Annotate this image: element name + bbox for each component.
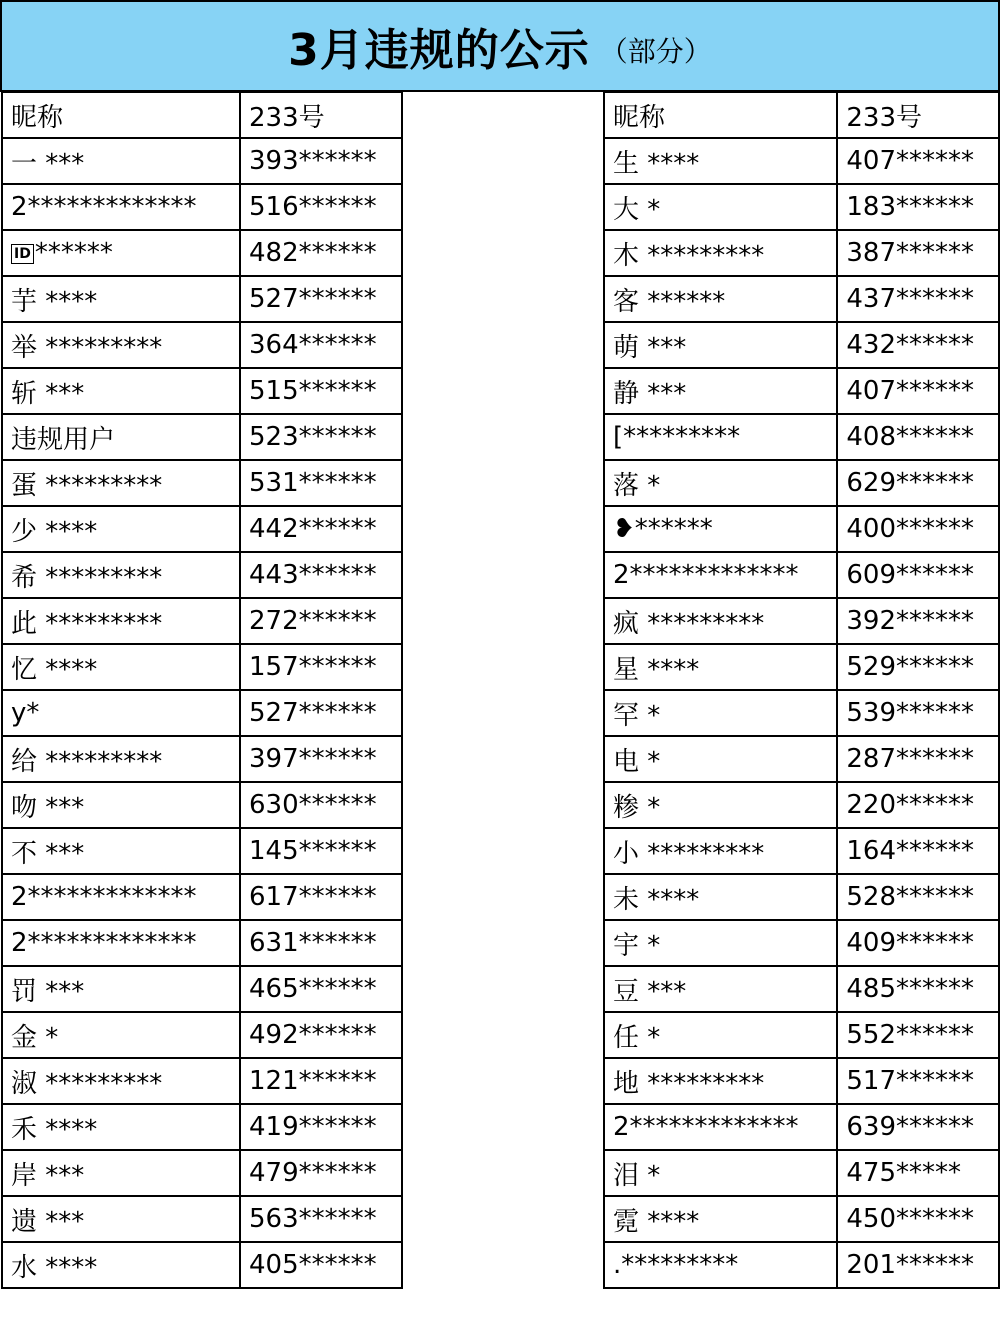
table-row	[2, 1104, 402, 1150]
table-row	[604, 644, 999, 690]
table-row	[2, 1242, 402, 1288]
user-id-cell: 145******	[240, 828, 402, 874]
nickname-cell: 客 ******	[604, 276, 837, 322]
table-row	[604, 874, 999, 920]
user-id-cell: 287******	[837, 736, 999, 782]
user-id-cell: 220******	[837, 782, 999, 828]
user-id-cell: 442******	[240, 506, 402, 552]
user-id-cell: 121******	[240, 1058, 402, 1104]
nickname-cell: 静 ***	[604, 368, 837, 414]
table-row	[2, 1012, 402, 1058]
user-id-cell: 419******	[240, 1104, 402, 1150]
table-row	[604, 1058, 999, 1104]
id-column-header: 233号	[837, 92, 999, 138]
user-id-cell: 515******	[240, 368, 402, 414]
table-row	[604, 230, 999, 276]
user-id-cell: 527******	[240, 690, 402, 736]
nickname-cell: y*	[2, 690, 240, 736]
user-id-cell: 475*****	[837, 1150, 999, 1196]
table-row	[604, 322, 999, 368]
nickname-cell: 吻 ***	[2, 782, 240, 828]
user-id-cell: 397******	[240, 736, 402, 782]
user-id-cell: 517******	[837, 1058, 999, 1104]
nickname-cell: 泪 *	[604, 1150, 837, 1196]
nickname-cell: 豆 ***	[604, 966, 837, 1012]
user-id-cell: 479******	[240, 1150, 402, 1196]
user-id-cell: 432******	[837, 322, 999, 368]
table-row	[604, 1104, 999, 1150]
table-row	[604, 184, 999, 230]
nickname-cell: 金 *	[2, 1012, 240, 1058]
right-violation-table	[603, 91, 1000, 1289]
nickname-cell: 斩 ***	[2, 368, 240, 414]
table-row	[2, 276, 402, 322]
left-table-body	[2, 92, 402, 1288]
table-row	[604, 552, 999, 598]
table-row	[2, 184, 402, 230]
nickname-cell: ❥******	[604, 506, 837, 552]
nickname-cell: 疯 *********	[604, 598, 837, 644]
page-subtitle: （部分）	[599, 35, 712, 68]
nickname-cell: 小 *********	[604, 828, 837, 874]
nickname-cell: 希 *********	[2, 552, 240, 598]
nickname-cell: ID ******	[2, 230, 240, 276]
nickname-cell: 罚 ***	[2, 966, 240, 1012]
nickname-cell: 忆 ****	[2, 644, 240, 690]
nickname-cell: 少 ****	[2, 506, 240, 552]
nickname-cell: 2*************	[2, 184, 240, 230]
user-id-cell: 157******	[240, 644, 402, 690]
table-row	[604, 736, 999, 782]
user-id-cell: 387******	[837, 230, 999, 276]
table-row	[604, 1242, 999, 1288]
nickname-cell: 芋 ****	[2, 276, 240, 322]
table-row	[2, 414, 402, 460]
nickname-cell: 萌 ***	[604, 322, 837, 368]
table-row	[604, 1150, 999, 1196]
table-row	[2, 506, 402, 552]
user-id-cell: 164******	[837, 828, 999, 874]
nickname-cell: 霓 ****	[604, 1196, 837, 1242]
user-id-cell: 409******	[837, 920, 999, 966]
table-row	[2, 644, 402, 690]
nickname-cell: 给 *********	[2, 736, 240, 782]
table-row	[2, 1150, 402, 1196]
table-row	[2, 920, 402, 966]
right-table-body	[604, 92, 999, 1288]
nickname-cell: 罕 *	[604, 690, 837, 736]
nickname-cell: 水 ****	[2, 1242, 240, 1288]
user-id-cell: 405******	[240, 1242, 402, 1288]
page-header	[0, 0, 1000, 92]
nickname-cell: 2*************	[604, 552, 837, 598]
nickname-cell: 任 *	[604, 1012, 837, 1058]
table-row	[2, 736, 402, 782]
user-id-cell: 183******	[837, 184, 999, 230]
table-row	[604, 828, 999, 874]
nickname-cell: 电 *	[604, 736, 837, 782]
table-row	[604, 368, 999, 414]
nickname-cell: 未 ****	[604, 874, 837, 920]
id-badge-icon: ID	[11, 244, 34, 264]
user-id-cell: 492******	[240, 1012, 402, 1058]
user-id-cell: 364******	[240, 322, 402, 368]
nickname-cell: 木 *********	[604, 230, 837, 276]
user-id-cell: 393******	[240, 138, 402, 184]
user-id-cell: 617******	[240, 874, 402, 920]
nickname-cell: 遗 ***	[2, 1196, 240, 1242]
table-row	[2, 1196, 402, 1242]
table-row	[604, 1012, 999, 1058]
user-id-cell: 563******	[240, 1196, 402, 1242]
user-id-cell: 201******	[837, 1242, 999, 1288]
nickname-column-header: 昵称	[2, 92, 240, 138]
table-row	[2, 368, 402, 414]
nickname-cell: 禾 ****	[2, 1104, 240, 1150]
user-id-cell: 450******	[837, 1196, 999, 1242]
user-id-cell: 609******	[837, 552, 999, 598]
nickname-cell: 大 *	[604, 184, 837, 230]
left-violation-table	[1, 91, 403, 1289]
user-id-cell: 531******	[240, 460, 402, 506]
user-id-cell: 639******	[837, 1104, 999, 1150]
table-header-row	[604, 92, 999, 138]
user-id-cell: 408******	[837, 414, 999, 460]
user-id-cell: 527******	[240, 276, 402, 322]
user-id-cell: 400******	[837, 506, 999, 552]
nickname-cell: .*********	[604, 1242, 837, 1288]
nickname-cell: 星 ****	[604, 644, 837, 690]
nickname-cell: 违规用户	[2, 414, 240, 460]
table-row	[604, 138, 999, 184]
table-row	[604, 276, 999, 322]
nickname-cell: 岸 ***	[2, 1150, 240, 1196]
user-id-cell: 465******	[240, 966, 402, 1012]
table-row	[2, 138, 402, 184]
nickname-cell: 地 *********	[604, 1058, 837, 1104]
table-row	[604, 920, 999, 966]
table-row	[2, 782, 402, 828]
user-id-cell: 529******	[837, 644, 999, 690]
table-row	[2, 598, 402, 644]
user-id-cell: 539******	[837, 690, 999, 736]
nickname-column-header: 昵称	[604, 92, 837, 138]
table-row	[604, 690, 999, 736]
table-row	[604, 506, 999, 552]
nickname-cell: 落 *	[604, 460, 837, 506]
table-row	[2, 828, 402, 874]
nickname-cell: 淑 *********	[2, 1058, 240, 1104]
nickname-cell: 生 ****	[604, 138, 837, 184]
user-id-cell: 631******	[240, 920, 402, 966]
table-row	[604, 460, 999, 506]
table-row	[2, 322, 402, 368]
page-title: 3月违规的公示	[288, 25, 590, 76]
nickname-cell: 糁 *	[604, 782, 837, 828]
nickname-cell: 举 *********	[2, 322, 240, 368]
user-id-cell: 516******	[240, 184, 402, 230]
nickname-cell: 2*************	[2, 920, 240, 966]
user-id-cell: 407******	[837, 138, 999, 184]
user-id-cell: 407******	[837, 368, 999, 414]
nickname-cell: 2*************	[2, 874, 240, 920]
table-row	[2, 230, 402, 276]
table-row	[604, 782, 999, 828]
user-id-cell: 443******	[240, 552, 402, 598]
nickname-cell: 一 ***	[2, 138, 240, 184]
table-row	[604, 598, 999, 644]
table-row	[2, 460, 402, 506]
nickname-cell: 宇 *	[604, 920, 837, 966]
table-row	[604, 1196, 999, 1242]
user-id-cell: 528******	[837, 874, 999, 920]
user-id-cell: 272******	[240, 598, 402, 644]
table-row	[2, 690, 402, 736]
user-id-cell: 630******	[240, 782, 402, 828]
table-row	[2, 1058, 402, 1104]
nickname-cell: 不 ***	[2, 828, 240, 874]
id-column-header: 233号	[240, 92, 402, 138]
table-row	[2, 966, 402, 1012]
user-id-cell: 552******	[837, 1012, 999, 1058]
user-id-cell: 485******	[837, 966, 999, 1012]
table-row	[2, 552, 402, 598]
user-id-cell: 482******	[240, 230, 402, 276]
nickname-cell: 蛋 *********	[2, 460, 240, 506]
user-id-cell: 437******	[837, 276, 999, 322]
table-row	[604, 414, 999, 460]
table-row	[604, 966, 999, 1012]
table-header-row	[2, 92, 402, 138]
nickname-cell: 2*************	[604, 1104, 837, 1150]
nickname-cell: [*********	[604, 414, 837, 460]
nickname-cell: 此 *********	[2, 598, 240, 644]
user-id-cell: 392******	[837, 598, 999, 644]
user-id-cell: 629******	[837, 460, 999, 506]
user-id-cell: 523******	[240, 414, 402, 460]
table-row	[2, 874, 402, 920]
